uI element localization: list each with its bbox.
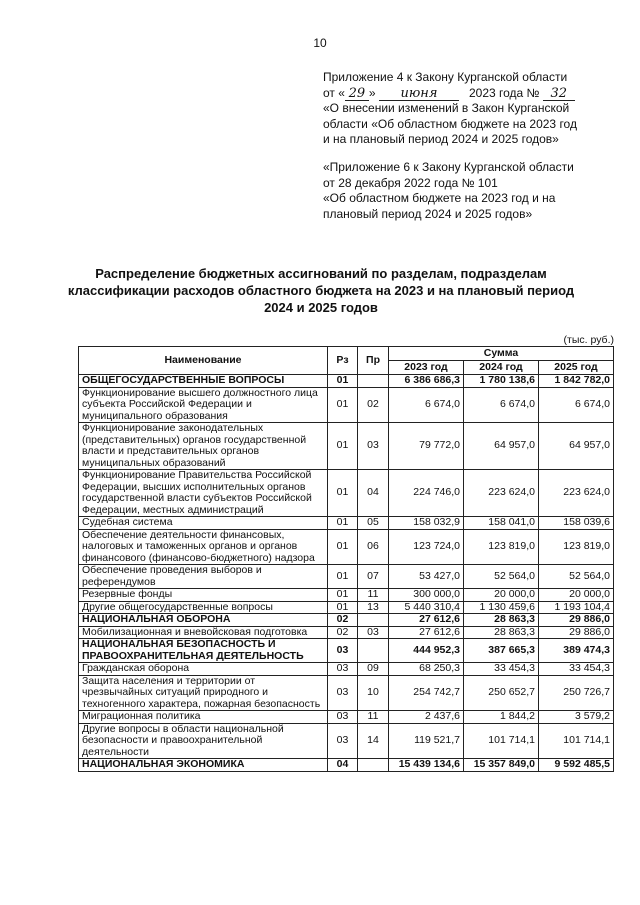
row-2024: 6 674,0 xyxy=(464,387,539,423)
row-pr: 09 xyxy=(358,663,389,676)
row-2024: 1 130 459,6 xyxy=(464,601,539,614)
table-row xyxy=(79,663,614,676)
row-2024: 1 844,2 xyxy=(464,711,539,724)
row-rz: 01 xyxy=(328,601,358,614)
row-pr: 14 xyxy=(358,723,389,759)
row-2023: 444 952,3 xyxy=(389,639,464,663)
table-row xyxy=(79,517,614,530)
table-row xyxy=(79,759,614,772)
header-2023: 2023 год xyxy=(389,361,464,375)
row-2024: 33 454,3 xyxy=(464,663,539,676)
row-pr xyxy=(358,375,389,388)
row-pr: 13 xyxy=(358,601,389,614)
title-line2: классификации расходов областного бюджета на 2023 и на плановый период xyxy=(67,283,575,298)
row-pr: 06 xyxy=(358,529,389,565)
row-2023: 53 427,0 xyxy=(389,565,464,589)
row-pr xyxy=(358,759,389,772)
row-name: НАЦИОНАЛЬНАЯ ЭКОНОМИКА xyxy=(79,759,328,772)
document-title xyxy=(60,265,582,316)
row-2023: 158 032,9 xyxy=(389,517,464,530)
appendix-original-line4: плановый период 2024 и 2025 годов» xyxy=(323,206,533,221)
header-2025: 2025 год xyxy=(539,361,614,375)
row-2025: 6 674,0 xyxy=(539,387,614,423)
table-row xyxy=(79,601,614,614)
row-2024: 101 714,1 xyxy=(464,723,539,759)
table-row xyxy=(79,529,614,565)
row-2023: 5 440 310,4 xyxy=(389,601,464,614)
unit-note: (тыс. руб.) xyxy=(563,334,614,346)
row-rz: 01 xyxy=(328,529,358,565)
row-2023: 79 772,0 xyxy=(389,423,464,470)
row-2024: 1 780 138,6 xyxy=(464,375,539,388)
row-2025: 20 000,0 xyxy=(539,589,614,602)
table-row xyxy=(79,723,614,759)
row-2024: 387 665,3 xyxy=(464,639,539,663)
row-name: Другие общегосударственные вопросы xyxy=(79,601,328,614)
header-name: Наименование xyxy=(79,347,328,375)
row-rz: 01 xyxy=(328,589,358,602)
row-2025: 29 886,0 xyxy=(539,626,614,639)
row-rz: 03 xyxy=(328,711,358,724)
row-rz: 03 xyxy=(328,723,358,759)
appendix-current-line5: и на плановый период 2024 и 2025 годов» xyxy=(323,132,559,146)
row-name: Функционирование законодательных (представительных) органов государственной власти и представительных органов муниципальных образований xyxy=(79,423,328,470)
header-2024: 2024 год xyxy=(464,361,539,375)
table-row xyxy=(79,423,614,470)
row-2025: 29 886,0 xyxy=(539,614,614,627)
title-line3: 2024 и 2025 годов xyxy=(264,300,378,315)
row-rz: 01 xyxy=(328,517,358,530)
table-row xyxy=(79,589,614,602)
row-name: Функционирование Правительства Российской Федерации, высших исполнительных органов государственной власти субъектов Российской Федерации, местных администраций xyxy=(79,470,328,517)
handwritten-number: 32 xyxy=(543,87,575,101)
row-2023: 119 521,7 xyxy=(389,723,464,759)
appendix-current-reference xyxy=(323,70,623,148)
row-name: Резервные фонды xyxy=(79,589,328,602)
row-2025: 223 624,0 xyxy=(539,470,614,517)
row-2025: 389 474,3 xyxy=(539,639,614,663)
table-body xyxy=(79,375,614,772)
row-name: Другие вопросы в области национальной безопасности и правоохранительной деятельности xyxy=(79,723,328,759)
row-2025: 64 957,0 xyxy=(539,423,614,470)
row-2023: 6 674,0 xyxy=(389,387,464,423)
row-pr: 11 xyxy=(358,711,389,724)
title-line1: Распределение бюджетных ассигнований по разделам, подразделам xyxy=(95,266,547,281)
header-sum: Сумма xyxy=(389,347,614,361)
table-row xyxy=(79,614,614,627)
row-pr: 11 xyxy=(358,589,389,602)
row-2025: 52 564,0 xyxy=(539,565,614,589)
row-pr: 10 xyxy=(358,675,389,711)
row-rz: 01 xyxy=(328,423,358,470)
row-pr: 03 xyxy=(358,626,389,639)
date-prefix: от « xyxy=(323,85,345,100)
row-2025: 3 579,2 xyxy=(539,711,614,724)
row-2023: 300 000,0 xyxy=(389,589,464,602)
row-rz: 01 xyxy=(328,387,358,423)
row-2024: 20 000,0 xyxy=(464,589,539,602)
row-name: Обеспечение деятельности финансовых, налоговых и таможенных органов и органов финансового (финансово-бюджетного) надзора xyxy=(79,529,328,565)
row-rz: 01 xyxy=(328,375,358,388)
row-pr xyxy=(358,614,389,627)
row-rz: 03 xyxy=(328,663,358,676)
budget-table xyxy=(78,346,614,772)
table-row xyxy=(79,675,614,711)
row-2025: 9 592 485,5 xyxy=(539,759,614,772)
appendix-current-line4: области «Об областном бюджете на 2023 год xyxy=(323,116,577,131)
row-2025: 101 714,1 xyxy=(539,723,614,759)
row-pr: 04 xyxy=(358,470,389,517)
table-row xyxy=(79,470,614,517)
appendix-original-line1: «Приложение 6 к Закону Курганской области xyxy=(323,160,574,174)
row-2023: 27 612,6 xyxy=(389,614,464,627)
page-number: 10 xyxy=(313,36,327,50)
row-rz: 01 xyxy=(328,470,358,517)
row-pr: 07 xyxy=(358,565,389,589)
row-name: Мобилизационная и вневойсковая подготовка xyxy=(79,626,328,639)
row-name: НАЦИОНАЛЬНАЯ ОБОРОНА xyxy=(79,614,328,627)
row-2024: 250 652,7 xyxy=(464,675,539,711)
row-2023: 6 386 686,3 xyxy=(389,375,464,388)
row-2025: 33 454,3 xyxy=(539,663,614,676)
row-rz: 03 xyxy=(328,675,358,711)
row-2023: 224 746,0 xyxy=(389,470,464,517)
row-2023: 254 742,7 xyxy=(389,675,464,711)
row-2023: 15 439 134,6 xyxy=(389,759,464,772)
row-2023: 68 250,3 xyxy=(389,663,464,676)
row-2024: 123 819,0 xyxy=(464,529,539,565)
row-2023: 27 612,6 xyxy=(389,626,464,639)
row-pr: 03 xyxy=(358,423,389,470)
row-name: Обеспечение проведения выборов и референдумов xyxy=(79,565,328,589)
appendix-current-line1: Приложение 4 к Закону Курганской области xyxy=(323,70,568,84)
appendix-original-line3: «Об областном бюджете на 2023 год и на xyxy=(323,191,556,205)
row-2024: 223 624,0 xyxy=(464,470,539,517)
row-rz: 02 xyxy=(328,626,358,639)
table-header xyxy=(79,347,614,375)
row-name: Функционирование высшего должностного лица субъекта Российской Федерации и муниципального образования xyxy=(79,387,328,423)
row-rz: 01 xyxy=(328,565,358,589)
table-row xyxy=(79,565,614,589)
row-name: Защита населения и территории от чрезвычайных ситуаций природного и техногенного характера, пожарная безопасность xyxy=(79,675,328,711)
row-pr: 02 xyxy=(358,387,389,423)
row-2025: 250 726,7 xyxy=(539,675,614,711)
row-2023: 123 724,0 xyxy=(389,529,464,565)
row-2024: 15 357 849,0 xyxy=(464,759,539,772)
row-name: Судебная система xyxy=(79,517,328,530)
row-2024: 158 041,0 xyxy=(464,517,539,530)
row-name: ОБЩЕГОСУДАРСТВЕННЫЕ ВОПРОСЫ xyxy=(79,375,328,388)
appendix-original-reference xyxy=(323,160,623,222)
row-pr xyxy=(358,639,389,663)
row-name: НАЦИОНАЛЬНАЯ БЕЗОПАСНОСТЬ И ПРАВООХРАНИТЕЛЬНАЯ ДЕЯТЕЛЬНОСТЬ xyxy=(79,639,328,663)
row-2024: 52 564,0 xyxy=(464,565,539,589)
row-name: Гражданская оборона xyxy=(79,663,328,676)
row-2024: 64 957,0 xyxy=(464,423,539,470)
row-pr: 05 xyxy=(358,517,389,530)
handwritten-month: июня xyxy=(379,87,459,101)
row-rz: 02 xyxy=(328,614,358,627)
row-2024: 28 863,3 xyxy=(464,614,539,627)
table-row xyxy=(79,711,614,724)
date-year: 2023 года № xyxy=(468,85,540,100)
handwritten-day: 29 xyxy=(345,87,369,101)
row-2024: 28 863,3 xyxy=(464,626,539,639)
table-row xyxy=(79,387,614,423)
header-pr: Пр xyxy=(358,347,389,375)
table-row xyxy=(79,626,614,639)
date-mid: » xyxy=(368,85,376,100)
appendix-current-line3: «О внесении изменений в Закон Курганской xyxy=(323,101,570,115)
appendix-current-date-line xyxy=(323,86,623,102)
row-2025: 1 842 782,0 xyxy=(539,375,614,388)
table-row xyxy=(79,639,614,663)
appendix-original-line2: от 28 декабря 2022 года № 101 xyxy=(323,175,498,190)
row-2023: 2 437,6 xyxy=(389,711,464,724)
row-2025: 123 819,0 xyxy=(539,529,614,565)
row-2025: 158 039,6 xyxy=(539,517,614,530)
row-2025: 1 193 104,4 xyxy=(539,601,614,614)
table-row xyxy=(79,375,614,388)
header-rz: Рз xyxy=(328,347,358,375)
row-name: Миграционная политика xyxy=(79,711,328,724)
row-rz: 03 xyxy=(328,639,358,663)
row-rz: 04 xyxy=(328,759,358,772)
